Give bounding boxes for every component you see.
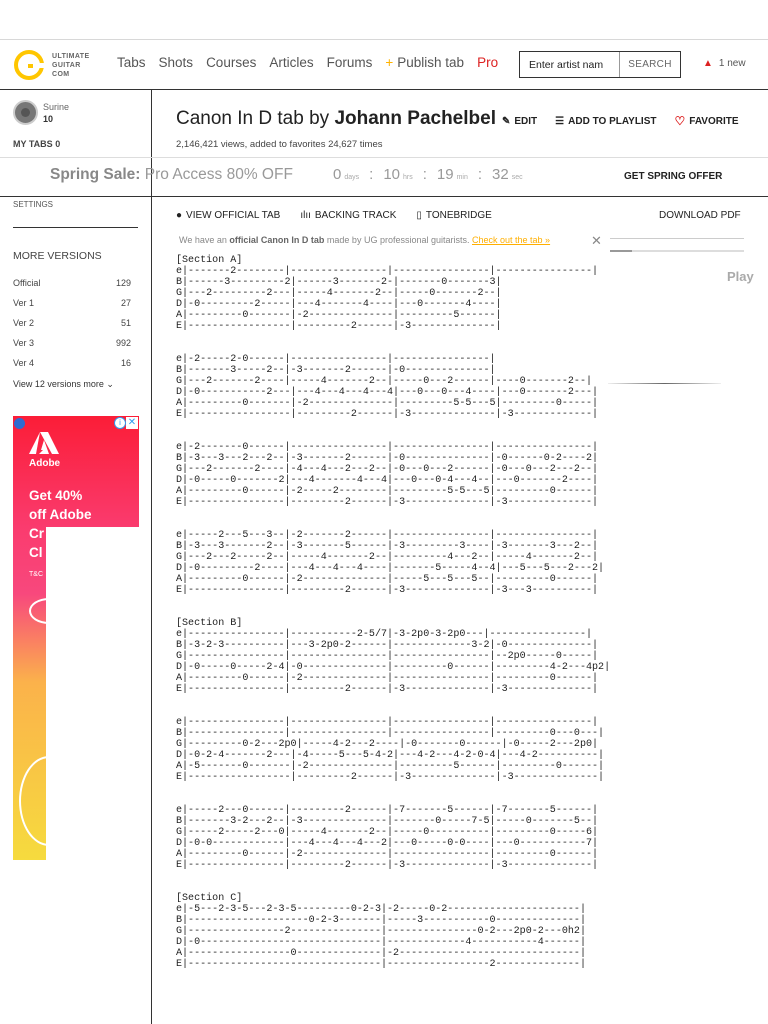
tab-line: A|---------0------|-2--------------|----------------|---------0------| <box>176 673 599 684</box>
tab-line <box>176 882 610 893</box>
official-tab-notice: We have an official Canon In D tab made by UG professional guitarists. Check out the tab » <box>179 235 551 245</box>
tab-line <box>176 596 610 607</box>
tab-line <box>176 695 610 706</box>
tab-line: e|-----2---0------|---------2------|-7-------5------|-7-------5------| <box>176 805 599 816</box>
view-more-versions[interactable]: View 12 versions more ⌄ <box>13 379 114 389</box>
search-form <box>519 51 681 78</box>
tab-line: B|-3-2-3----------|---3-2p0-2------|-------------3-2|-0--------------| <box>176 640 599 651</box>
tab-line: G|----------------|----------------|----------------|--2p0-----0-----| <box>176 651 599 662</box>
tab-content <box>176 255 610 970</box>
video-progress[interactable] <box>610 250 744 252</box>
tab-line: G|---2---2-----2--|-----4-------2--|---------4---2--|-----4-------2--| <box>176 552 599 563</box>
tab-line: e|----------------|----------------|----------------|----------------| <box>176 717 599 728</box>
close-icon[interactable]: ✕ <box>591 233 602 248</box>
tab-line: G|---2---------2---|-----4-------2--|-----0-------2--| <box>176 288 502 299</box>
tab-line: D|-0-----0-----2-4|-0--------------|---------0------|---------4-2---4p2| <box>176 662 611 673</box>
tab-line: D|-0------------------------------|-------------4-----------4------| <box>176 937 586 948</box>
tab-toolbar <box>176 210 492 221</box>
versions-list <box>13 278 131 378</box>
tab-line: A|-5-------0-------|-2--------------|---------5------|---------0------| <box>176 761 605 772</box>
notifications[interactable]: ▲ 1 new <box>703 58 746 69</box>
tab-line: B|------3---------2|------3-------2-|-------0-------3| <box>176 277 502 288</box>
tab-line: E|----------------|---------2------|-3--------------|-3--------------| <box>176 860 599 871</box>
version-item[interactable]: Official 129 <box>13 278 131 288</box>
view-official-tab-button[interactable]: ● VIEW OFFICIAL TAB <box>176 210 281 221</box>
tab-line <box>176 343 610 354</box>
tab-line: A|---------0------|-2--------------|----------------|---------0------| <box>176 849 599 860</box>
tab-line: e|----------------|-----------2-5/7|-3-2p0-3-2p0---|----------------| <box>176 629 593 640</box>
avatar <box>13 100 38 125</box>
tab-line: E|-----------------|---------2------|-3--------------|-3--------------| <box>176 772 605 783</box>
sale-banner[interactable]: Spring Sale: Pro Access 80% OFF <box>50 166 293 183</box>
ad-tc: T&C <box>29 571 43 578</box>
logo-text: ULTIMATE GUITAR COM <box>52 52 90 78</box>
waveform-icon: ılıı <box>300 210 311 221</box>
info-icon[interactable]: i <box>114 417 126 429</box>
version-item[interactable]: Ver 3 992 <box>13 338 131 348</box>
tab-line: [Section C] <box>176 893 243 904</box>
tab-line: D|-0-----------2---|---4---4---4---4|---0---0---4----|---0-------2---| <box>176 387 599 398</box>
tab-line: e|-------2--------|----------------|----------------|----------------| <box>176 266 599 277</box>
tab-line <box>176 794 610 805</box>
chevron-down-icon: ⌄ <box>106 379 114 389</box>
adobe-ad[interactable] <box>13 416 139 860</box>
tab-line: E|----------------|---------2------|-3--------------|-3--------------| <box>176 497 599 508</box>
nav-shots[interactable]: Shots <box>158 55 194 70</box>
ad-headline: Get 40% off Adobe Cr Cl <box>29 488 92 560</box>
tab-line: A|---------0-------|-2--------------|---------5-5---5|---------0-----| <box>176 398 599 409</box>
close-icon[interactable]: ✕ <box>127 417 137 428</box>
get-offer-button[interactable]: GET SPRING OFFER <box>624 171 723 182</box>
tab-line <box>176 431 610 442</box>
search-button[interactable]: SEARCH <box>628 59 672 70</box>
logo-icon <box>14 50 44 80</box>
heart-icon: ♡ <box>674 114 686 128</box>
tab-line <box>176 871 610 882</box>
my-tabs-link[interactable]: MY TABS 0 <box>13 139 61 149</box>
tab-line: A|---------0-------|-2--------------|---------5------| <box>176 310 502 321</box>
check-out-tab-link[interactable]: Check out the tab » <box>472 235 551 245</box>
nav-forums[interactable]: Forums <box>326 55 373 70</box>
search-input[interactable] <box>520 52 620 77</box>
tab-stats: 2,146,421 views, added to favorites 24,627 times <box>176 139 383 150</box>
tab-actions <box>502 114 739 128</box>
tab-line <box>176 607 610 618</box>
tab-line: B|----------------|----------------|----------------|---------0---0---| <box>176 728 605 739</box>
user-name: Surine <box>43 101 70 112</box>
version-item[interactable]: Ver 4 16 <box>13 358 131 368</box>
bell-icon: ▲ <box>703 58 713 69</box>
settings-heading[interactable]: SETTINGS <box>13 200 54 209</box>
user-reputation: 10 <box>43 113 54 124</box>
amp-icon: ▯ <box>416 210 422 221</box>
tonebridge-button[interactable]: ▯ TONEBRIDGE <box>416 210 492 221</box>
tab-line: A|-----------------0--------------|-2------------------------------| <box>176 948 586 959</box>
add-to-playlist-button[interactable]: ☰ ADD TO PLAYLIST <box>555 115 657 127</box>
tab-line: B|-3---3-------2--|-3-------5------|-3---------3----|-3-------3---2--| <box>176 541 599 552</box>
site-logo[interactable] <box>14 50 90 80</box>
tab-line: E|----------------|---------2------|-3--------------|-3--------------| <box>176 684 599 695</box>
tab-line: E|-----------------|---------2------|-3--------------| <box>176 321 502 332</box>
tab-line: A|---------0------|-2-----2--------|---------5-5---5|---------0------| <box>176 486 599 497</box>
video-play-label[interactable]: Play <box>727 269 754 284</box>
tab-line: G|---2-------2----|-----4-------2--|-----0---2------|----0-------2--| <box>176 376 593 387</box>
tab-line: G|----------------2---------------|---------------0-2---2p0-2---0h2| <box>176 926 586 937</box>
tab-line: e|-2-----2-0------|----------------|----------------| <box>176 354 496 365</box>
ad-brand: Adobe <box>29 458 61 469</box>
tab-line <box>176 332 610 343</box>
playlist-icon: ☰ <box>555 115 565 127</box>
tab-line: E|----------------|---------2------|-3--------------|-3---3----------| <box>176 585 599 596</box>
official-icon: ● <box>176 210 183 221</box>
tab-line <box>176 519 610 530</box>
tab-line <box>176 420 610 431</box>
artist-link[interactable]: Johann Pachelbel <box>334 108 496 129</box>
pencil-icon: ✎ <box>502 115 511 127</box>
tab-line <box>176 783 610 794</box>
nav-tabs[interactable]: Tabs <box>117 55 146 70</box>
main-nav <box>117 55 498 70</box>
download-pdf-button[interactable]: DOWNLOAD PDF <box>659 210 741 221</box>
user-profile[interactable] <box>13 100 69 125</box>
tab-line <box>176 508 610 519</box>
adobe-logo-icon <box>29 432 59 454</box>
edit-button[interactable]: ✎ EDIT <box>502 115 538 127</box>
version-item[interactable]: Ver 2 51 <box>13 318 131 328</box>
tab-line: [Section B] <box>176 618 243 629</box>
tab-line: B|-------3-2---2--|-3--------------|-------0-----7-5|-----0-------5--| <box>176 816 599 827</box>
tab-line: G|---2-------2----|-4---4---2---2--|-0---0---2------|-0---0---2---2--| <box>176 464 599 475</box>
page-title: Canon In D tab by Johann Pachelbel <box>176 108 496 129</box>
tab-line: e|-5---2-3-5---2-3-5---------0-2-3|-2-----0-2----------------------| <box>176 904 586 915</box>
nav-publish-tab[interactable]: + Publish tab <box>385 55 465 70</box>
tab-line: e|-2-------0------|----------------|----------------|----------------| <box>176 442 599 453</box>
tab-line: A|---------0------|-2--------------|-----5---5---5--|---------0------| <box>176 574 599 585</box>
top-bar <box>0 0 768 40</box>
tab-line: G|---------0-2---2p0|-----4-2---2----|-0-------0------|-0-----2---2p0| <box>176 739 599 750</box>
tab-line: D|-0-2-4-------2---|-4-----5---5-4-2|---4-2---4-2-0-4|---4-2----------| <box>176 750 605 761</box>
plus-icon: + <box>385 55 394 70</box>
ad-choice-icon[interactable] <box>14 418 25 429</box>
tab-line: D|-0---------2----|---4---4---4----|-------5-----4--4|---5---5---2---2| <box>176 563 605 574</box>
nav-articles[interactable]: Articles <box>269 55 314 70</box>
nav-courses[interactable]: Courses <box>206 55 257 70</box>
backing-track-button[interactable]: ılıı BACKING TRACK <box>300 210 397 221</box>
version-item[interactable]: Ver 1 27 <box>13 298 131 308</box>
site-header <box>0 40 768 90</box>
sidebar-divider <box>151 90 152 1024</box>
tab-line: E|-----------------|---------2------|-3--------------|-3-------------| <box>176 409 599 420</box>
tab-line: D|-0-0------------|---4---4---4---2|---0-----0-0----|---0-----------7| <box>176 838 599 849</box>
more-versions-heading: MORE VERSIONS <box>13 250 102 262</box>
sale-countdown: 0 days : 10 hrs : 19 min : 32 sec <box>333 166 523 183</box>
tab-line <box>176 706 610 717</box>
tab-line: E|--------------------------------|-----------------2--------------| <box>176 959 586 970</box>
tab-line: [Section A] <box>176 255 243 266</box>
tab-line: D|-0-----0-------2|---4-------4---4|---0---0-4---4--|---0-------2----| <box>176 475 599 486</box>
tab-line: e|-----2---5---3--|-2-------2------|----------------|----------------| <box>176 530 599 541</box>
tab-line: B|-------3-----2--|-3-------2------|-0--------------| <box>176 365 496 376</box>
tab-line: G|-----2-----2---0|-----4-------2--|-----0----------|---------0-----6| <box>176 827 599 838</box>
tab-line: B|--------------------0-2-3-------|-----3-----------0--------------| <box>176 915 586 926</box>
favorite-button[interactable]: ♡ FAVORITE <box>674 114 739 128</box>
tab-line: D|-0---------2-----|---4-------4----|---0-------4----| <box>176 299 502 310</box>
nav-pro[interactable]: Pro <box>477 55 499 70</box>
tab-line: B|-3---3---2---2--|-3-------2------|-0--------------|-0------0-2----2| <box>176 453 599 464</box>
